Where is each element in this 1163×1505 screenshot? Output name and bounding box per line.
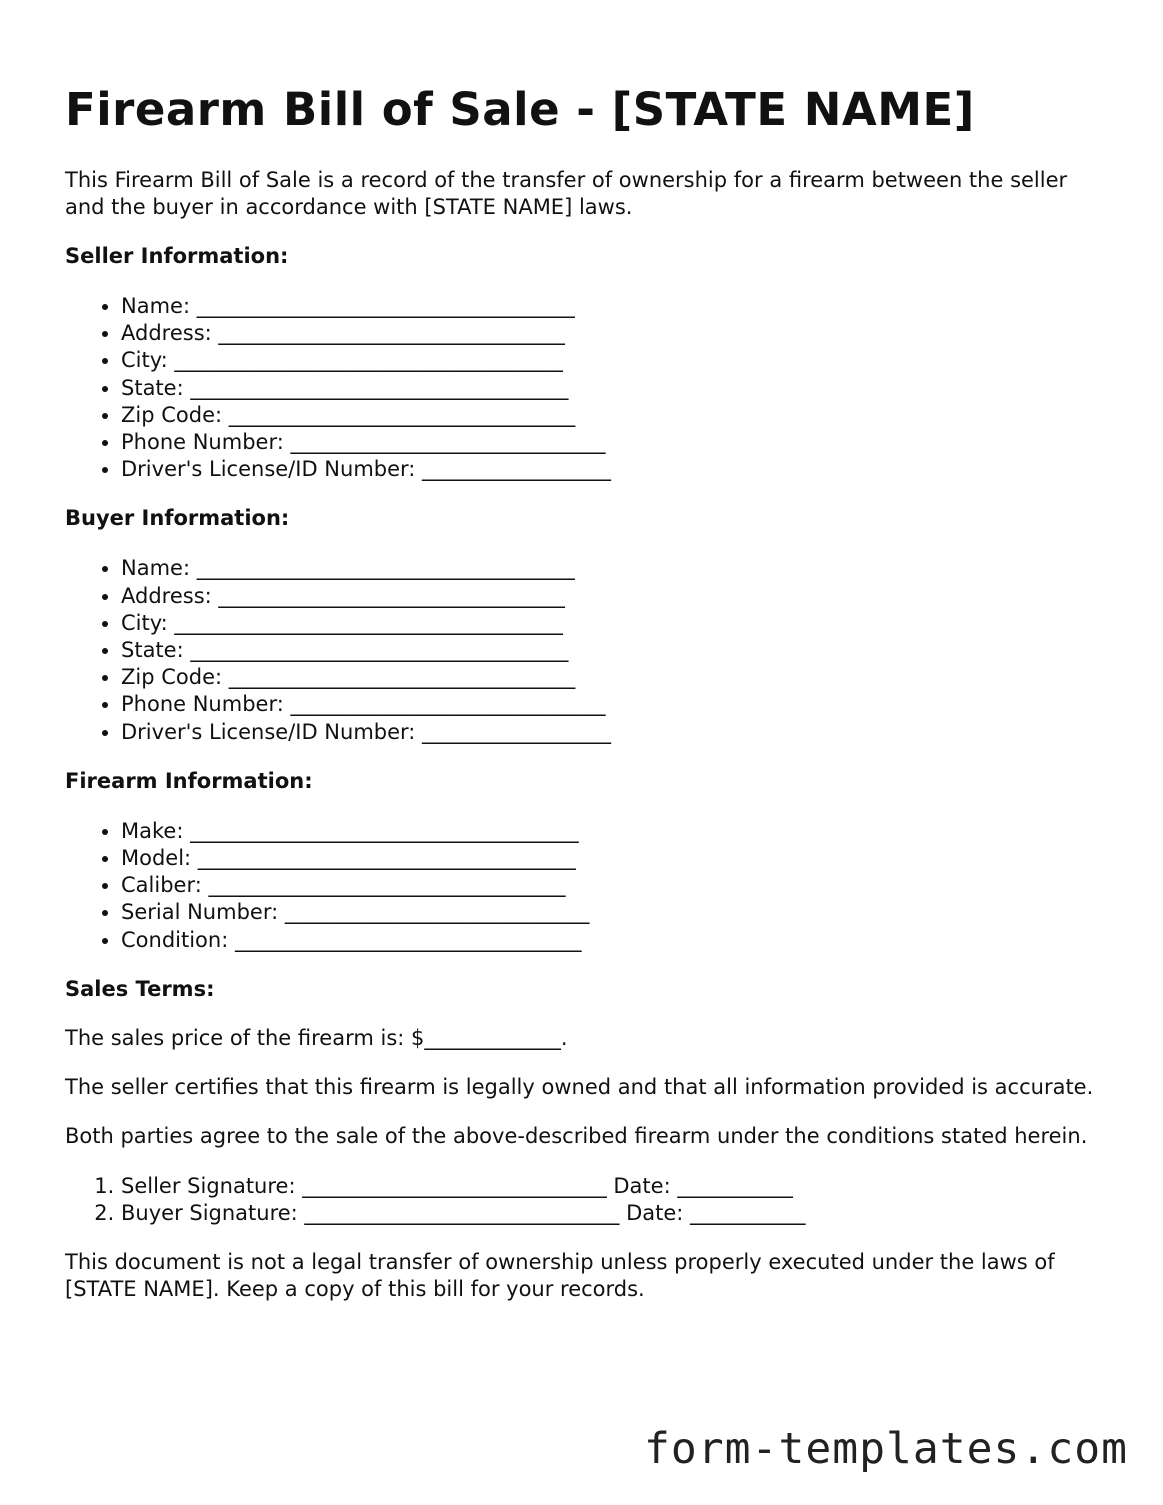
- buyer-phone-item: • Phone Number: ______________________________: [121, 691, 1105, 718]
- document-page: [65, 82, 1105, 1303]
- closing-paragraph: This document is not a legal transfer of ownership unless properly executed under the laws of [STATE NAME]. Keep a copy of this bill for your records.: [65, 1250, 1055, 1302]
- buyer-zip-item: • Zip Code: _________________________________: [121, 664, 1105, 691]
- seller-phone-item: • Phone Number: ______________________________: [121, 429, 1105, 456]
- intro-paragraph: This Firearm Bill of Sale is a record of the transfer of ownership for a firearm between the seller and the buyer in accordance with [STATE NAME] laws.: [65, 168, 1068, 219]
- seller-list: [65, 293, 1105, 483]
- buyer-license-item: • Driver's License/ID Number: __________________: [121, 719, 1105, 746]
- buyer-name-item: • Name: ____________________________________: [121, 555, 1105, 582]
- seller-city-item: • City: _____________________________________: [121, 347, 1105, 374]
- sales-terms-heading: Sales Terms:: [65, 976, 215, 1001]
- seller-license-item: • Driver's License/ID Number: __________________: [121, 456, 1105, 483]
- buyer-list: [65, 555, 1105, 745]
- watermark-text: form-templates.com: [644, 1424, 1128, 1474]
- seller-heading: Seller Information:: [65, 244, 289, 268]
- seller-name-item: • Name: ____________________________________: [121, 293, 1105, 320]
- buyer-heading: Buyer Information:: [65, 506, 290, 531]
- seller-state-item: • State: ____________________________________: [121, 375, 1105, 402]
- sales-price-paragraph: The sales price of the firearm is: $_____________.: [65, 1025, 568, 1050]
- buyer-state-item: • State: ____________________________________: [121, 637, 1105, 664]
- seller-zip-item: • Zip Code: _________________________________: [121, 402, 1105, 429]
- seller-address-item: • Address: _________________________________: [121, 320, 1105, 347]
- firearm-heading: Firearm Information:: [65, 768, 313, 793]
- certification-paragraph: The seller certifies that this firearm is legally owned and that all information provided is accurate.: [65, 1074, 1094, 1099]
- firearm-model-item: • Model: ____________________________________: [121, 845, 1105, 872]
- firearm-list: [65, 818, 1105, 954]
- buyer-signature-item: 2. Buyer Signature: ______________________________ Date: ___________: [121, 1200, 1105, 1227]
- agreement-paragraph: Both parties agree to the sale of the above-described firearm under the conditions stated herein.: [65, 1123, 1088, 1148]
- page-title: Firearm Bill of Sale - [STATE NAME]: [65, 83, 975, 136]
- signature-list: [65, 1173, 1105, 1227]
- firearm-serial-item: • Serial Number: _____________________________: [121, 899, 1105, 926]
- seller-signature-item: 1. Seller Signature: _____________________________ Date: ___________: [121, 1173, 1105, 1200]
- firearm-condition-item: • Condition: _________________________________: [121, 927, 1105, 954]
- firearm-make-item: • Make: _____________________________________: [121, 818, 1105, 845]
- buyer-city-item: • City: _____________________________________: [121, 610, 1105, 637]
- buyer-address-item: • Address: _________________________________: [121, 583, 1105, 610]
- firearm-caliber-item: • Caliber: __________________________________: [121, 872, 1105, 899]
